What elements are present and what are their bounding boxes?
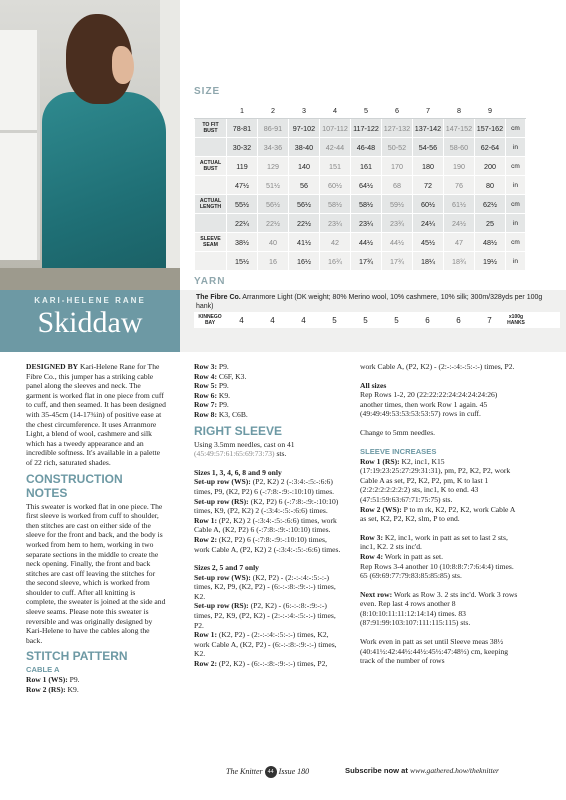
- size-unit: in: [506, 176, 526, 195]
- row-text: (K2, P2) - (2:-:-:4:-:5:-:-) times, K2, work Cable A, (K2, P2) - (6:-:-:8:-:9:-:-) times, K2.: [194, 630, 337, 659]
- size-cell: 86-91: [258, 119, 289, 138]
- size-cell: 17¾: [382, 252, 413, 271]
- yarn-quantity: 7: [487, 315, 492, 325]
- row-text: (P2, K2) 2 (-:3:4:-:5:-:6:6) times, P9, (K2, P2) 6 (-:7:8:-:9:-:10:10) times.: [194, 477, 335, 496]
- magazine-credit: [226, 766, 309, 778]
- increase-row: [360, 457, 520, 505]
- size-cell: 107-112: [320, 119, 351, 138]
- yarn-heading: YARN: [194, 276, 226, 287]
- sizes-b-heading: [194, 563, 344, 573]
- row-text: (K2, P2) 6 (-:7:8:-:9:-:10:10) times, work Cable A, (P2, K2) 2 (-:3:4:-:5:-:6:6) times.: [194, 534, 341, 554]
- size-row: [195, 138, 526, 157]
- text-column-3: [360, 362, 520, 666]
- increase-rows: [360, 457, 520, 524]
- row-text: P9.: [217, 362, 229, 371]
- construction-text: This sweater is worked flat in one piece. The first sleeve is worked from cuff to shoulder, then stitches are cast on either side of the sleeve for the front and back, and the body is worked from hem to hem, working in two separate sections in the middle to create the neck opening. Finally, the front and back stitches are cast off leaving the stitches for the second sleeve, which is worked from shoulder to cuff. After all knitting is complete, the sweater is joined at the side and sleeve seams. Please note this sweater is reversible and was originally designed by Kari-Helene to have the cables along the back.: [26, 501, 166, 645]
- instruction-row: [194, 516, 344, 535]
- cast-on-text: [194, 440, 344, 459]
- next-row-text: [360, 590, 520, 628]
- instruction-row: [194, 535, 344, 554]
- row-text: K2, inc1, work in patt as set to last 2 sts, inc1, K2. 2 sts inc'd.: [360, 532, 508, 552]
- size-cell: 147-152: [444, 119, 475, 138]
- increase-row: [360, 562, 520, 581]
- row-text: (K2, P2) - (2:-:-:4:-:5:-:-) times, K2, P9, (K2, P2) - (6:-:-:8:-:9:-:-) times, K2.: [194, 572, 336, 601]
- row-lead: Row 4:: [194, 371, 217, 381]
- instruction-row: [194, 573, 344, 602]
- model-photo: [0, 0, 180, 290]
- row-text: (P2, K2) - (6:-:-:8:-:9:-:-) times, P2,: [217, 659, 328, 669]
- all-sizes-label: All sizes: [360, 380, 387, 390]
- size-unit: cm: [506, 233, 526, 252]
- row-text: K3, C6B.: [217, 409, 248, 419]
- sizes-a-heading: [194, 468, 344, 478]
- pattern-title: Skiddaw: [37, 306, 143, 339]
- size-cell: 17¾: [351, 252, 382, 271]
- size-unit: cm: [506, 157, 526, 176]
- size-cell: 44½: [351, 233, 382, 252]
- size-row: [195, 233, 526, 252]
- yarn-description: [196, 293, 556, 311]
- size-cell: 23¾: [382, 214, 413, 233]
- size-cell: 58½: [320, 195, 351, 214]
- size-cell: 41½: [289, 233, 320, 252]
- size-unit: cm: [506, 195, 526, 214]
- page-number: 44: [265, 766, 277, 778]
- row-text: (P2, K2) 2 (-:3:4:-:5:-:6:6) times, work Cable A, (K2, P2) 6 (-:7:8:-:9:-:10:10) times.: [194, 515, 337, 535]
- size-cell: 18¼: [413, 252, 444, 271]
- row-lead: Row 6:: [194, 390, 217, 400]
- size-cell: 47: [444, 233, 475, 252]
- yarn-quantity: 6: [456, 315, 461, 325]
- work-even-text: Work even in patt as set until Sleeve meas 38½ (40:41½:42:44½:44½:45½:47:48½) cm, keeping track of the number of rows: [360, 637, 509, 666]
- yarn-quantity: 4: [301, 315, 306, 325]
- ground: [0, 268, 180, 290]
- size-cell: 59½: [382, 195, 413, 214]
- size-cell: 58-60: [444, 138, 475, 157]
- size-cell: 22½: [289, 214, 320, 233]
- yarn-quantity: 5: [363, 315, 368, 325]
- size-unit: in: [506, 138, 526, 157]
- size-column-header: 3: [289, 103, 320, 119]
- row-text: Rep Rows 3-4 another 10 (10:8:8:7:7:6:4:4) times. 65 (69:69:77:79:83:85:85:85) sts.: [360, 561, 514, 581]
- sizes-b-rows: [194, 573, 344, 669]
- row-text: C6F, K3.: [217, 371, 247, 381]
- row-text: K2, inc1, K15 (17:19:23:25:27:29:31:31), pm, P2, K2, P2, work Cable A as set, P2, K2, P2, pm, K to last 1 (2:2:2:2:2:2:2:2) sts, inc1, K to end. 43 (47:51:59:63:67:71:75:75) sts.: [360, 456, 511, 504]
- size-cell: 200: [475, 157, 506, 176]
- row-lead: Row 2 (WS):: [360, 504, 402, 514]
- size-cell: 61½: [444, 195, 475, 214]
- next-row-lead: Next row:: [360, 589, 393, 599]
- intro-paragraph: [26, 362, 166, 468]
- row-text: P to m rk, K2, P2, K2, work Cable A as set, K2, P2, K2, slm, P to end.: [360, 504, 515, 524]
- size-table: [194, 102, 526, 271]
- change-needles-text: Change to 5mm needles.: [360, 427, 436, 437]
- size-cell: 38-40: [289, 138, 320, 157]
- text-column-2: [194, 362, 344, 669]
- size-cell: 117-122: [351, 119, 382, 138]
- size-cell: 18¾: [444, 252, 475, 271]
- size-cell: 180: [413, 157, 444, 176]
- row-lead: Row 3:: [194, 362, 217, 371]
- size-row-label: [195, 176, 227, 195]
- increases-heading: SLEEVE INCREASES: [360, 446, 437, 456]
- yarn-quantity: 5: [394, 315, 399, 325]
- row-text: (P2, K2) - (6:-:-:8:-:9:-:-) times, P2, K9, (P2, K2) - (2:-:-:4:-:5:-:-) times, P2.: [194, 601, 336, 630]
- size-column-header: 6: [382, 103, 413, 119]
- row-lead: Row 1 (RS):: [360, 456, 400, 466]
- row-text: K9.: [217, 390, 231, 400]
- increase-rows-2: [360, 533, 520, 581]
- continuation-text: work Cable A, (P2, K2) - (2:-:-:4:-:5:-:-) times, P2.: [360, 362, 515, 371]
- designer-name: KARI-HELENE RANE: [34, 296, 146, 305]
- size-cell: 45½: [413, 233, 444, 252]
- cast-on-b: (45:49:57:61:65:69:73:73): [194, 449, 275, 459]
- size-cell: 16¾: [320, 252, 351, 271]
- sizes-a-label: Sizes 1, 3, 4, 6, 8 and 9 only: [194, 467, 282, 477]
- size-cell: 64½: [351, 176, 382, 195]
- size-cell: 161: [351, 157, 382, 176]
- construction-heading: CONSTRUCTION NOTES: [26, 471, 123, 500]
- size-cell: 16½: [289, 252, 320, 271]
- row-text: Work in patt as set.: [383, 551, 443, 561]
- intro-lead: DESIGNED BY: [26, 362, 79, 371]
- cable-row: [194, 410, 344, 420]
- intro-text: Kari-Helene Rane for The Fibre Co., this jumper has a striking cable panel along the sleeves and neck. The garment is worked flat in one piece from cuff to cuff, and then seamed. It has been designed with 35-45cm (14-17¾in) of positive ease at the chest circumference. It uses Arranmore Light, a blend of wool, cashmere and silk which has a tweedy appearance and an incredible softness. It's available in a palette of 22 rich, saturated shades.: [26, 362, 166, 467]
- size-cell: 56½: [258, 195, 289, 214]
- next-row-body: Work as Row 3. 2 sts inc'd. Work 3 rows even. Rep last 4 rows another 8 (8:10:10:11:11:12:14:14) times. 83 (87:91:99:103:107:111:115:115) sts.: [360, 589, 518, 628]
- cable-row-2: [26, 685, 166, 695]
- cable-row: [194, 372, 344, 382]
- size-cell: 15½: [227, 252, 258, 271]
- size-row: [195, 119, 526, 138]
- size-row: [195, 195, 526, 214]
- size-row-label: TO FIT BUST: [195, 119, 227, 138]
- row-lead: Row 4:: [360, 551, 383, 561]
- row-lead: Row 1:: [194, 515, 217, 525]
- size-cell: 151: [320, 157, 351, 176]
- sizes-a-rows: [194, 477, 344, 554]
- size-column-header: 2: [258, 103, 289, 119]
- size-cell: 56: [289, 176, 320, 195]
- size-cell: 119: [227, 157, 258, 176]
- instruction-row: [194, 601, 344, 630]
- yarn-detail: Arranmore Light (DK weight; 80% Merino wool, 10% cashmere, 10% silk; 300m/328yds per 100g hank): [196, 294, 543, 310]
- size-cell: 42: [320, 233, 351, 252]
- row-lead: Set-up row (WS):: [194, 572, 251, 582]
- title-band: [0, 290, 180, 352]
- row-text: P9.: [217, 400, 229, 410]
- window-frame: [0, 30, 40, 260]
- size-cell: 62-64: [475, 138, 506, 157]
- cable-row: [194, 391, 344, 401]
- size-cell: 44½: [382, 233, 413, 252]
- size-cell: 22¼: [227, 214, 258, 233]
- size-column-header: 4: [320, 103, 351, 119]
- size-cell: 23¼: [351, 214, 382, 233]
- size-row-label: [195, 138, 227, 157]
- cast-on-a: Using 3.5mm needles, cast on 41: [194, 439, 295, 449]
- size-cell: 62½: [475, 195, 506, 214]
- size-row: [195, 157, 526, 176]
- size-header-blank: [506, 103, 526, 119]
- size-cell: 16: [258, 252, 289, 271]
- size-cell: 140: [289, 157, 320, 176]
- instruction-row: [194, 630, 344, 659]
- row-text: (K2, P2) 6 (-:7:8:-:9:-:10:10) times, K9, (P2, K2) 2 (-:3:4:-:5:-:6:6) times.: [194, 496, 339, 516]
- size-cell: 137-142: [413, 119, 444, 138]
- size-cell: 68: [382, 176, 413, 195]
- row-text: K9.: [65, 685, 79, 695]
- size-header-blank: [195, 103, 227, 119]
- yarn-quantity-row: [194, 312, 560, 328]
- face: [112, 46, 134, 84]
- yarn-quantity: 4: [270, 315, 275, 325]
- row-lead: Row 3:: [360, 532, 383, 542]
- size-column-header: 9: [475, 103, 506, 119]
- size-cell: 54-56: [413, 138, 444, 157]
- size-cell: 170: [382, 157, 413, 176]
- size-cell: 19½: [475, 252, 506, 271]
- size-cell: 72: [413, 176, 444, 195]
- row-lead: Row 1 (WS):: [26, 675, 68, 685]
- size-row-label: [195, 214, 227, 233]
- size-cell: 80: [475, 176, 506, 195]
- size-cell: 58½: [351, 195, 382, 214]
- size-cell: 23¼: [320, 214, 351, 233]
- size-cell: 60½: [320, 176, 351, 195]
- size-column-header: 8: [444, 103, 475, 119]
- size-unit: cm: [506, 119, 526, 138]
- yarn-quantity: 6: [425, 315, 430, 325]
- size-row: [195, 252, 526, 271]
- cable-row: [194, 400, 344, 410]
- all-sizes-heading: [360, 381, 520, 391]
- subscribe-url[interactable]: www.gathered.how/theknitter: [410, 766, 500, 775]
- size-cell: 97-102: [289, 119, 320, 138]
- row-lead: Row 1:: [194, 630, 217, 640]
- size-cell: 40: [258, 233, 289, 252]
- size-cell: 30-32: [227, 138, 258, 157]
- size-header-row: [195, 103, 526, 119]
- increase-row: [360, 505, 520, 524]
- size-cell: 38½: [227, 233, 258, 252]
- teal-sweater: [42, 92, 166, 282]
- row-lead: Row 5:: [194, 381, 217, 391]
- size-cell: 24¼: [413, 214, 444, 233]
- size-row-label: ACTUAL BUST: [195, 157, 227, 176]
- text-column-1: [26, 362, 166, 695]
- size-row-label: ACTUAL LENGTH: [195, 195, 227, 214]
- size-row-label: SLEEVE SEAM: [195, 233, 227, 252]
- size-cell: 157-162: [475, 119, 506, 138]
- size-column-header: 7: [413, 103, 444, 119]
- size-unit: in: [506, 252, 526, 271]
- size-cell: 47½: [227, 176, 258, 195]
- cable-row: [194, 362, 344, 372]
- subscribe-line: [345, 766, 499, 775]
- row-lead: Row 2 (RS):: [26, 685, 66, 695]
- increase-row: [360, 552, 520, 562]
- size-heading: SIZE: [194, 86, 221, 97]
- size-column-header: 1: [227, 103, 258, 119]
- instruction-row: [194, 659, 344, 669]
- row-lead: Row 2:: [194, 534, 217, 544]
- instruction-row: [194, 497, 344, 516]
- footer: [0, 764, 566, 782]
- size-row: [195, 214, 526, 233]
- row-lead: Set-up row (RS):: [194, 496, 249, 506]
- size-unit: in: [506, 214, 526, 233]
- sizes-b-label: Sizes 2, 5 and 7 only: [194, 563, 259, 573]
- instruction-row: [194, 477, 344, 496]
- size-row: [195, 176, 526, 195]
- size-cell: 48½: [475, 233, 506, 252]
- row-text: P9.: [217, 381, 229, 391]
- yarn-brand: The Fibre Co.: [196, 294, 241, 301]
- size-row-label: [195, 252, 227, 271]
- yarn-quantity: 4: [239, 315, 244, 325]
- size-cell: 78-81: [227, 119, 258, 138]
- size-cell: 34-36: [258, 138, 289, 157]
- size-cell: 25: [475, 214, 506, 233]
- size-cell: 129: [258, 157, 289, 176]
- cast-on-c: sts.: [274, 449, 287, 459]
- cable-row: [194, 381, 344, 391]
- size-cell: 55½: [227, 195, 258, 214]
- cable-heading: CABLE A: [26, 665, 60, 675]
- row-lead: Set-up row (WS):: [194, 477, 251, 487]
- size-cell: 127-132: [382, 119, 413, 138]
- size-cell: 76: [444, 176, 475, 195]
- row-lead: Row 8:: [194, 409, 217, 419]
- stitch-heading: STITCH PATTERN: [26, 649, 128, 664]
- row-lead: Set-up row (RS):: [194, 601, 249, 611]
- yarn-unit: x100g HANKS: [507, 314, 525, 326]
- size-cell: 46-48: [351, 138, 382, 157]
- sleeve-heading: RIGHT SLEEVE: [194, 423, 283, 438]
- size-cell: 50-52: [382, 138, 413, 157]
- size-cell: 56½: [289, 195, 320, 214]
- increase-row: [360, 533, 520, 552]
- yarn-quantity: 5: [332, 315, 337, 325]
- size-cell: 51½: [258, 176, 289, 195]
- size-cell: 24½: [444, 214, 475, 233]
- row-text: P9.: [67, 675, 80, 685]
- size-cell: 42-44: [320, 138, 351, 157]
- row-lead: Row 2:: [194, 659, 217, 669]
- yarn-colour-label: KINNEGO BAY: [198, 314, 222, 326]
- size-column-header: 5: [351, 103, 382, 119]
- issue-number: Issue 180: [278, 766, 310, 776]
- subscribe-label: Subscribe now at: [345, 766, 408, 775]
- size-cell: 60½: [413, 195, 444, 214]
- size-cell: 190: [444, 157, 475, 176]
- all-sizes-text: Rep Rows 1-2, 20 (22:22:22:24:24:24:24:26) another times, then work Row 1 again. 45 (49:49:49:53:53:53:53:57) rows in cuff.: [360, 390, 498, 419]
- size-cell: 22½: [258, 214, 289, 233]
- row-lead: Row 7:: [194, 400, 217, 410]
- cable-rows: [194, 362, 344, 420]
- magazine-name: The Knitter: [226, 766, 263, 776]
- cable-row-1: [26, 675, 166, 685]
